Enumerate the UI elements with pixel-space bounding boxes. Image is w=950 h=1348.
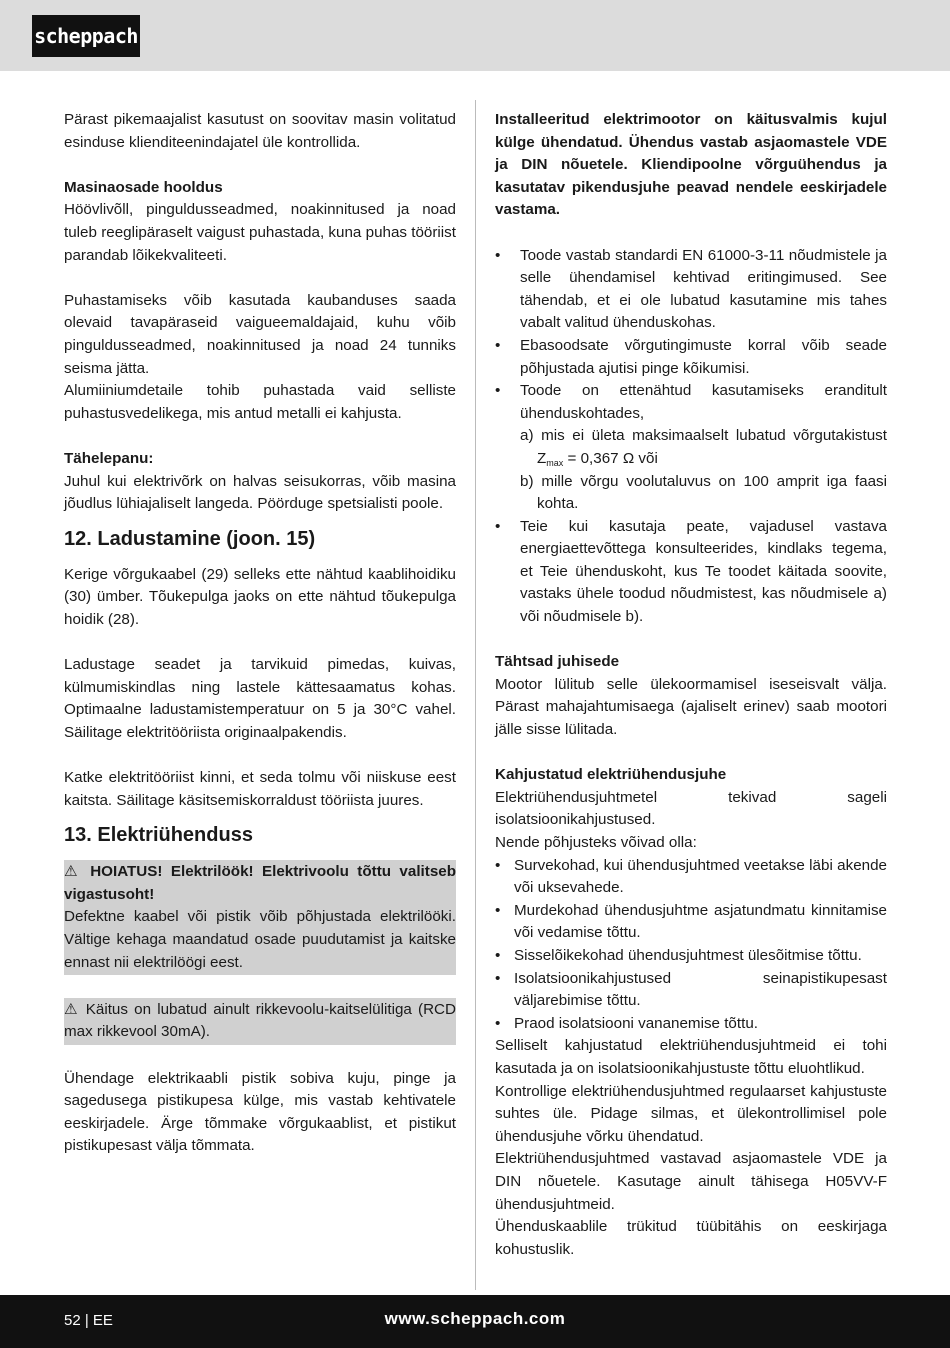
paragraph: Puhastamiseks võib kasutada kaubanduses saada olevaid tavapäraseid vaigueemaldajaid, kuhu võib pinguldusseadmed, noakinnitused ja noad 24 tunniks seisma jätta. — [64, 291, 456, 377]
paragraph: Nende põhjusteks võivad olla: — [495, 834, 697, 851]
section-heading-13: 13. Elektriühenduss — [64, 824, 253, 847]
list-item: • Ebasoodsate võrgutingimuste korral võib seade põhjustada ajutisi pinge kõikumisi. — [495, 335, 887, 380]
sub-option-b: b) mille võrgu voolutaluvus on 100 amprit iga faasi kohta. — [520, 472, 887, 513]
list-item: • Teie kui kasutaja peate, vajadusel vastava energiaettevõttega konsulteerides, kindlaks tegema, et Teie ühenduskoht, kus Te toodet käitada soovite, vastaks ühele toodud nõudmistest, kas nõudmisele a) või nõudmisele b). — [495, 516, 887, 629]
subheading-tahtsad: Tähtsad juhisede — [495, 653, 620, 671]
requirements-list — [495, 245, 887, 426]
paragraph: Elektriühendusjuhtmetel tekivad sageli isolatsioonikahjustused. — [495, 788, 887, 829]
paragraph: Ühendage elektrikaabli pistik sobiva kuju, pinge ja sagedusega pistikupesa külge, mis vastab kehtivatele eeskirjadele. Ärge tõmmake võrgukaablist, et pistikut pistikupesast välja tõmmata. — [64, 1069, 456, 1155]
list-item: • Sisselõikekohad ühendusjuhtmest ülesõitmise tõttu. — [495, 945, 887, 968]
sub-options — [495, 425, 887, 515]
list-item: • Survekohad, kui ühendusjuhtmed veetakse läbi akende või uksevahede. — [495, 855, 887, 900]
sub-option-a: a) mis ei ületa maksimaalselt lubatud võrgutakistust $Z_{max} = 0,367$ Ω või — [520, 427, 887, 468]
paragraph: Pärast pikemaajalist kasutust on soovitav masin volitatud esinduse klienditeenindajatel üle kontrollida. — [64, 111, 456, 151]
warning-box-electric-shock — [64, 860, 456, 975]
paragraph: Elektriühendusjuhtmed vastavad asjaomastele VDE ja DIN nõuetele. Kasutage ainult tähisega H05VV-F ühendusjuhtmeid. — [495, 1150, 887, 1213]
paragraph: Kerige võrgukaabel (29) selleks ette nähtud kaablihoidiku (30) ümber. Tõukepulga jaoks on ette nähtud tõukepulga hoidik (28). — [64, 565, 456, 628]
paragraph: Ladustage seadet ja tarvikuid pimedas, kuivas, külmumiskindlas ning lastele kättesaamatus kohas. Optimaalne ladustamistemperatuur on 5 ja 30°C vahel. Säilitage elektritööriista originaalpakendis. — [64, 656, 456, 741]
causes-list — [495, 855, 887, 1036]
paragraph: Selliselt kahjustatud elektriühendusjuhtmeid ei tohi kasutada ja on isolatsioonikahjustuste tõttu eluohtlikud. — [495, 1037, 887, 1077]
warning-box-rcd — [64, 998, 456, 1045]
paragraph: Alumiiniumdetaile tohib puhastada vaid selliste puhastusvedelikega, mis antud metalli ei kahjusta. — [64, 382, 456, 422]
warning-text: ⚠ Käitus on lubatud ainult rikkevoolu-kaitselülitiga (RCD max rikkevool 30mA). — [64, 1000, 456, 1041]
right-column — [495, 109, 887, 1261]
section-heading-12: 12. Ladustamine (joon. 15) — [64, 527, 316, 550]
subheading-kahjustatud: Kahjustatud elektriühendusjuhe — [495, 766, 727, 784]
list-item: • Toode vastab standardi EN 61000-3-11 nõudmistele ja selle ühendamisel kehtivad eritingimused. See tähendab, et ei ole lubatud kasutamine mis tahes vabalt valitud ühenduskohas. — [495, 245, 887, 335]
brand-logo: scheppach — [32, 15, 140, 57]
paragraph: Katke elektritööriist kinni, et seda tolmu või niiskuse eest kaitsta. Säilitage käsitsemiskorraldust tööriista juures. — [64, 769, 456, 809]
paragraph: Ühenduskaablile trükitud tüübitähis on eeskirjaga kohustuslik. — [495, 1218, 887, 1258]
list-item: • Isolatsioonikahjustused seinapistikupesast väljarebimise tõttu. — [495, 968, 887, 1013]
paragraph: Höövlivõll, pinguldusseadmed, noakinnitused ja noad tuleb reeglipäraselt vaigust puhastada, kuna puhas tööriist parandab lõikekvaliteeti. — [64, 201, 456, 264]
page-footer — [0, 1295, 950, 1348]
subheading-masinaosade: Masinaosade hooldus — [64, 178, 223, 196]
intro-bold-paragraph: Installeeritud elektrimootor on käitusvalmis kujul külge ühendatud. Ühendus vastab asjaomastele VDE ja DIN nõuetele. Kliendipoolne võrguühendus ja kasutatav pikendusjuhe peavad nendele eeskirjadele vastama. — [495, 111, 887, 219]
warning-title: ⚠ HOIATUS! Elektrilöök! Elektrivoolu tõttu valitseb vigastusoht! — [64, 863, 456, 903]
warning-text: Defektne kaabel või pistik võib põhjustada elektrilööki. Vältige kehaga maandatud osade puudutamist ja kaitske ennast nii elektrilöögi eest. — [64, 908, 456, 971]
list-item: • Toode on ettenähtud kasutamiseks eranditult ühenduskohtades, — [495, 380, 887, 425]
left-column — [64, 109, 456, 1158]
page-number: 52 | EE — [64, 1312, 113, 1329]
list-item: • Praod isolatsiooni vananemise tõttu. — [495, 1013, 887, 1036]
subheading-tahelepanu: Tähelepanu: — [64, 449, 154, 467]
list-item: • Murdekohad ühendusjuhtme asjatundmatu kinnitamise või vedamise tõttu. — [495, 900, 887, 945]
column-divider — [475, 100, 476, 1290]
website-link[interactable]: www.scheppach.com — [384, 1309, 566, 1328]
paragraph: Mootor lülitub selle ülekoormamisel iseseisvalt välja. Pärast mahajahtumisaega (ajaliselt erinev) saab mootori jälle sisse lülitada. — [495, 675, 887, 739]
requirements-list-cont — [495, 516, 887, 629]
paragraph: Kontrollige elektriühendusjuhtmed regulaarset kahjustuste suhtes üle. Pidage silmas, et ülekontrollimisel pole ühendusjuhe võrku ühendatud. — [495, 1082, 887, 1145]
page-header — [0, 0, 950, 71]
paragraph: Juhul kui elektrivõrk on halvas seisukorras, võib masina jõudlus lühiajaliselt langeda. Pöörduge spetsialisti poole. — [64, 472, 456, 513]
